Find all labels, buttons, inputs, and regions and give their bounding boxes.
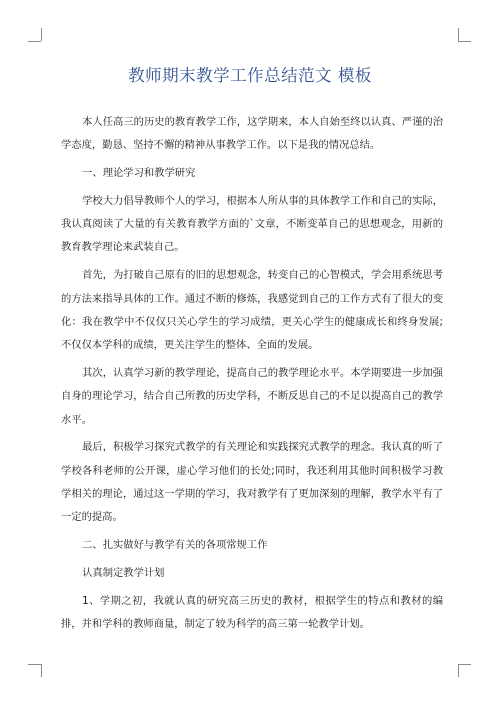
document-body bbox=[61, 111, 443, 636]
paragraph-first: 首先，为打破自己原有的旧的思想观念，转变自己的心智模式，学会用系统思考的方法来指导具体的工作。通过不断的修炼，我感觉到自己的工作方式有了很大的变化：我在教学中不仅仅只关心学生的学习成绩，更关心学生的健康成长和终身发展;不仅仅本学科的成绩，更关注学生的整体、全面的发展。 bbox=[61, 269, 443, 352]
document-title: 教师期末教学工作总结范文 模板 bbox=[128, 66, 372, 85]
paragraph-plan-1: 1、学期之初，我就认真的研究高三历史的教材，根据学生的特点和教材的编排，并和学科的教师商量，制定了较为科学的高三第一轮教学计划。 bbox=[61, 594, 443, 630]
paragraph-study: 学校大力倡导教师个人的学习，根据本人所从事的具体教学工作和自己的实际，我认真阅读了大量的有关教育教学方面的`文章，不断变革自己的思想观念，用新的教育教学理论来武装自己。 bbox=[61, 194, 443, 254]
subheading-plan: 认真制定教学计划 bbox=[82, 566, 165, 579]
paragraph-last: 最后，积极学习探究式教学的有关理论和实践探究式教学的理念。我认真的听了学校各科老师的公开课，虚心学习他们的长处;同时，我还利用其他时间积极学习教学相关的理论，通过这一学期的学习，我对教学有了更加深刻的理解，教学水平有了一定的提高。 bbox=[61, 441, 443, 524]
section-heading-1: 一、理论学习和教学研究 bbox=[82, 167, 196, 180]
paragraph-second: 其次，认真学习新的教学理论，提高自己的教学理论水平。本学期要进一步加强自身的理论学习，结合自己所教的历史学科，不断反思自己的不足以提高自己的教学水平。 bbox=[61, 366, 443, 426]
paragraph-intro: 本人任高三的历史的教育教学工作，这学期来，本人自始至终以认真、严谨的治学态度，勤恳、坚持不懈的精神从事教学工作。以下是我的情况总结。 bbox=[61, 116, 443, 152]
section-heading-2: 二、扎实做好与教学有关的各项常规工作 bbox=[82, 539, 268, 552]
